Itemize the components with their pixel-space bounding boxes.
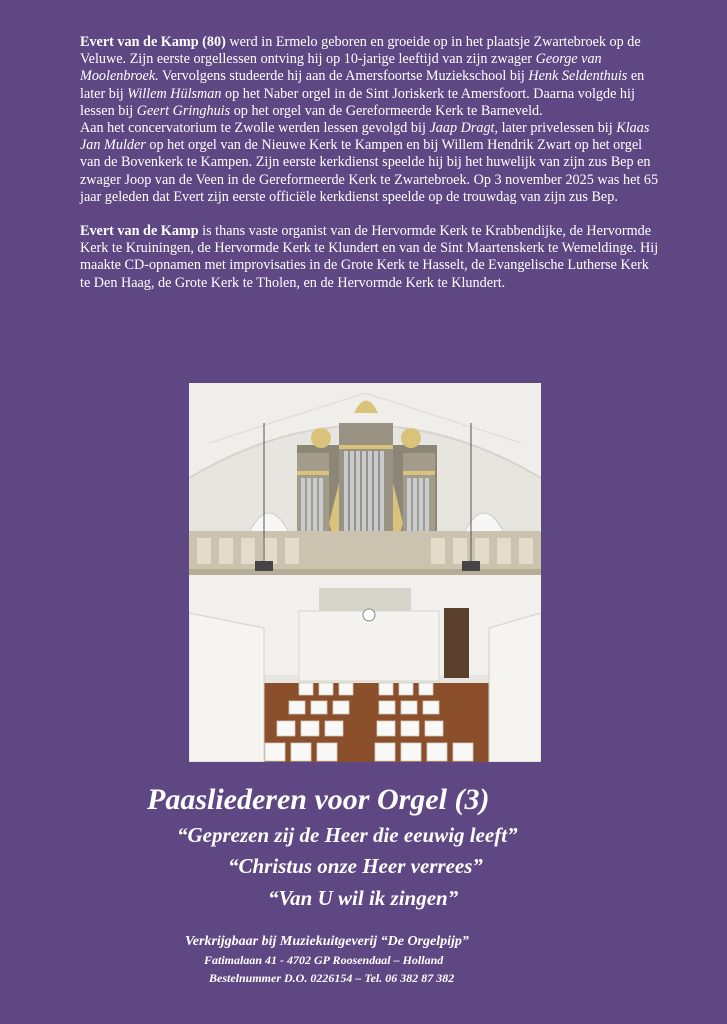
text-run: werd in Ermelo geboren en groeide op in het plaatsje Zwartebroek op de Veluwe. Zijn eerste orgellessen ontving hij op 10-jarige leeftijd van zijn zwager xyxy=(80,34,641,68)
italic-name: Klaas Jan Mulder xyxy=(80,120,650,154)
italic-name: Henk Seldenthuis xyxy=(528,68,628,85)
church-organ-photo xyxy=(189,383,541,762)
text-run: en later bij xyxy=(80,68,645,102)
paragraph-gap xyxy=(80,206,660,223)
hymn-title-2: “Christus onze Heer verrees” xyxy=(228,854,483,878)
page-title: Paasliederen voor Orgel (3) xyxy=(147,783,490,816)
text-run: op het Naber orgel in de Sint Joriskerk te Amersfoort. Daarna volgde hij lessen bij xyxy=(80,85,635,119)
italic-name: Jaap Dragt xyxy=(429,120,495,137)
text-run: is thans vaste organist van de Hervormde Kerk te Krabbendijke, de Hervormde Kerk te Kruiningen, de Hervormde Kerk te Klundert en van de Sint Maartenskerk te Wemeldinge. Hij maakte CD-opnamen met improvisaties in de Grote Kerk te Hasselt, de Evangelische Lutherse Kerk te Den Haag, de Grote Kerk te Tholen, en de Hervormde Kerk te Klundert. xyxy=(80,223,659,291)
bold-text: Evert van de Kamp xyxy=(80,223,199,240)
hymn-title-3: “Van U wil ik zingen” xyxy=(268,886,459,910)
text-run: Vervolgens studeerde hij aan de Amersfoortse Muziekschool bij xyxy=(158,68,529,85)
text-run: , later privelessen bij xyxy=(494,120,617,137)
bio-paragraph-3 xyxy=(80,223,660,292)
text-run: op het orgel van de Nieuwe Kerk te Kampen en bij Willem Hendrik Zwart op het orgel van de Bovenkerk te Kampen. Zijn eerste kerkdienst speelde hij bij het huwelijk van zijn zus Bep en zwager Joop van de Veen in de Gereformeerde Kerk te Zwartebroek. Op 3 november 2025 was het 65 jaar geleden dat Evert zijn eerste officiële kerkdienst speelde op de trouwdag van zijn zus Bep. xyxy=(80,137,659,205)
biography xyxy=(80,34,660,292)
italic-name: George van Moolenbroek. xyxy=(80,51,602,85)
bio-paragraph-1 xyxy=(80,34,660,120)
publisher-line: Verkrijgbaar bij Muziekuitgeverij “De Orgelpijp” xyxy=(185,934,469,949)
publisher-address: Fatimalaan 41 - 4702 GP Roosendaal – Holland xyxy=(204,953,444,967)
bold-text: Evert van de Kamp (80) xyxy=(80,34,226,50)
hymn-title-1: “Geprezen zij de Heer die eeuwig leeft” xyxy=(177,823,518,847)
order-number: Bestelnummer D.O. 0226154 – Tel. 06 382 87 382 xyxy=(209,971,455,985)
text-run: Aan het concervatorium te Zwolle werden lessen gevolgd bij xyxy=(80,120,430,137)
bio-paragraph-2 xyxy=(80,120,660,206)
italic-name: Geert Gringhuis xyxy=(136,102,231,119)
italic-name: Willem Hülsman xyxy=(127,85,222,102)
text-run: op het orgel van de Gereformeerde Kerk te Barneveld. xyxy=(230,102,543,119)
